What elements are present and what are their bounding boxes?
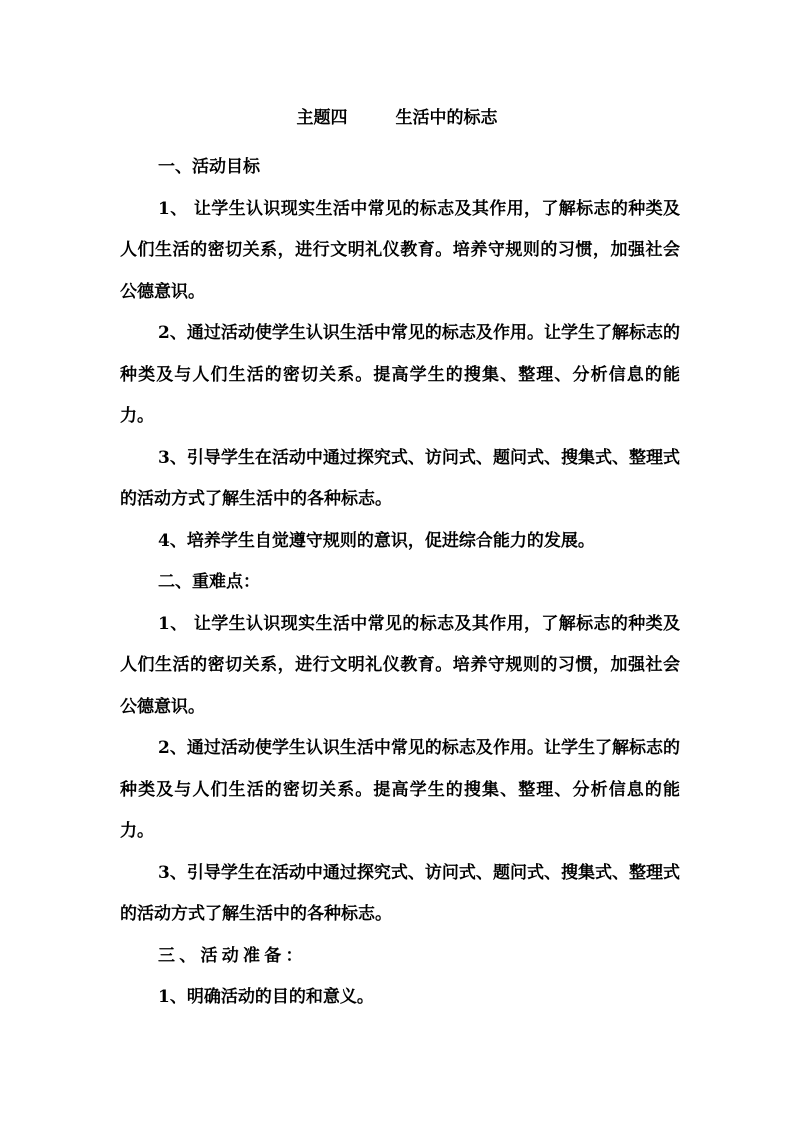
preparation-item-1: 1、明确活动的目的和意义。 [158, 987, 374, 1007]
goal-item-1: 1、 让学生认识现实生活中常见的标志及其作用，了解标志的种类及人们生活的密切关系，进行文明礼仪教育。培养守规则的习惯，加强社会公德意识。 [120, 198, 680, 302]
goal-item-2: 2、通过活动使学生认识生活中常见的标志及作用。让学生了解标志的种类及与人们生活的密切关系。提高学生的搜集、整理、分析信息的能力。 [120, 323, 680, 426]
goal-item-3: 3、引导学生在活动中通过探究式、访问式、题问式、搜集式、整理式的活动方式了解生活中的各种标志。 [120, 447, 680, 509]
key-point-item-3: 3、引导学生在活动中通过探究式、访问式、题问式、搜集式、整理式的活动方式了解生活中的各种标志。 [120, 862, 680, 924]
section-heading-key-points: 二、重难点： [158, 572, 260, 592]
goal-item-4: 4、培养学生自觉遵守规则的意识，促进综合能力的发展。 [158, 530, 595, 551]
key-point-item-2: 2、通过活动使学生认识生活中常见的标志及作用。让学生了解标志的种类及与人们生活的密切关系。提高学生的搜集、整理、分析信息的能力。 [120, 738, 680, 841]
title-topic-number: 主题四 [296, 108, 348, 128]
title-topic-name: 生活中的标志 [395, 108, 498, 128]
key-point-item-1: 1、 让学生认识现实生活中常见的标志及其作用，了解标志的种类及人们生活的密切关系，进行文明礼仪教育。培养守规则的习惯，加强社会公德意识。 [120, 613, 680, 717]
section-heading-preparation: 三、活动准备： [158, 945, 307, 966]
document-body [120, 147, 680, 1019]
section-heading-goals: 一、活动目标 [158, 157, 260, 177]
document-title [0, 104, 794, 132]
